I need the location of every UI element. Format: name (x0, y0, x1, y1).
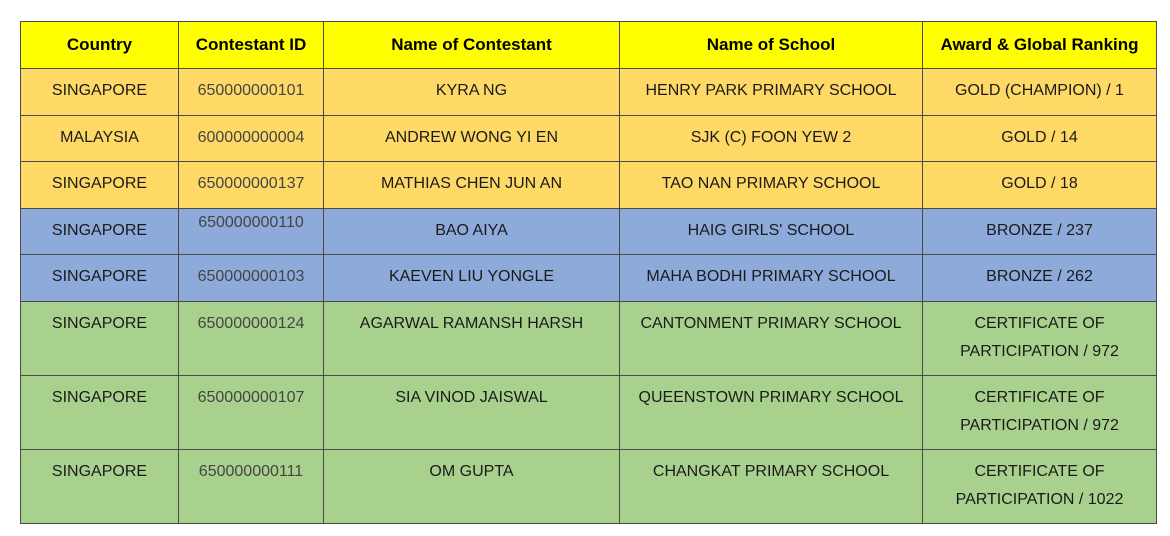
cell-award-ranking: CERTIFICATE OF PARTICIPATION / 972 (923, 301, 1157, 375)
cell-school-name: SJK (C) FOON YEW 2 (620, 115, 923, 162)
cell-contestant-name: AGARWAL RAMANSH HARSH (324, 301, 620, 375)
cell-country: SINGAPORE (21, 449, 179, 523)
cell-contestant-id: 650000000107 (179, 375, 324, 449)
cell-contestant-name: OM GUPTA (324, 449, 620, 523)
cell-school-name: QUEENSTOWN PRIMARY SCHOOL (620, 375, 923, 449)
cell-contestant-id: 650000000103 (179, 255, 324, 302)
cell-contestant-id: 650000000101 (179, 69, 324, 116)
cell-award-ranking: BRONZE / 237 (923, 208, 1157, 255)
cell-contestant-id: 650000000137 (179, 162, 324, 209)
cell-country: SINGAPORE (21, 69, 179, 116)
cell-school-name: CANTONMENT PRIMARY SCHOOL (620, 301, 923, 375)
table-row (21, 162, 1157, 209)
table-row (21, 449, 1157, 523)
table-row (21, 301, 1157, 375)
cell-school-name: HENRY PARK PRIMARY SCHOOL (620, 69, 923, 116)
cell-contestant-id: 650000000110 (179, 208, 324, 255)
cell-award-ranking: BRONZE / 262 (923, 255, 1157, 302)
cell-contestant-id: 600000000004 (179, 115, 324, 162)
cell-country: SINGAPORE (21, 162, 179, 209)
cell-contestant-name: ANDREW WONG YI EN (324, 115, 620, 162)
cell-award-ranking: CERTIFICATE OF PARTICIPATION / 1022 (923, 449, 1157, 523)
cell-school-name: HAIG GIRLS' SCHOOL (620, 208, 923, 255)
cell-country: SINGAPORE (21, 301, 179, 375)
table-row (21, 255, 1157, 302)
cell-contestant-name: KYRA NG (324, 69, 620, 116)
results-table (20, 21, 1157, 524)
header-country: Country (21, 22, 179, 69)
header-row (21, 22, 1157, 69)
cell-award-ranking: GOLD / 18 (923, 162, 1157, 209)
cell-award-ranking: GOLD (CHAMPION) / 1 (923, 69, 1157, 116)
cell-award-ranking: GOLD / 14 (923, 115, 1157, 162)
cell-contestant-name: BAO AIYA (324, 208, 620, 255)
cell-country: SINGAPORE (21, 208, 179, 255)
table-row (21, 375, 1157, 449)
header-contestant-id: Contestant ID (179, 22, 324, 69)
cell-country: MALAYSIA (21, 115, 179, 162)
table-header (21, 22, 1157, 69)
table-row (21, 69, 1157, 116)
table-row (21, 115, 1157, 162)
cell-school-name: TAO NAN PRIMARY SCHOOL (620, 162, 923, 209)
table-body (21, 69, 1157, 524)
header-school-name: Name of School (620, 22, 923, 69)
table-row (21, 208, 1157, 255)
cell-contestant-id: 650000000111 (179, 449, 324, 523)
cell-country: SINGAPORE (21, 375, 179, 449)
header-contestant-name: Name of Contestant (324, 22, 620, 69)
cell-country: SINGAPORE (21, 255, 179, 302)
cell-school-name: MAHA BODHI PRIMARY SCHOOL (620, 255, 923, 302)
cell-contestant-name: SIA VINOD JAISWAL (324, 375, 620, 449)
header-award-ranking: Award & Global Ranking (923, 22, 1157, 69)
cell-contestant-name: MATHIAS CHEN JUN AN (324, 162, 620, 209)
cell-award-ranking: CERTIFICATE OF PARTICIPATION / 972 (923, 375, 1157, 449)
cell-school-name: CHANGKAT PRIMARY SCHOOL (620, 449, 923, 523)
cell-contestant-name: KAEVEN LIU YONGLE (324, 255, 620, 302)
cell-contestant-id: 650000000124 (179, 301, 324, 375)
